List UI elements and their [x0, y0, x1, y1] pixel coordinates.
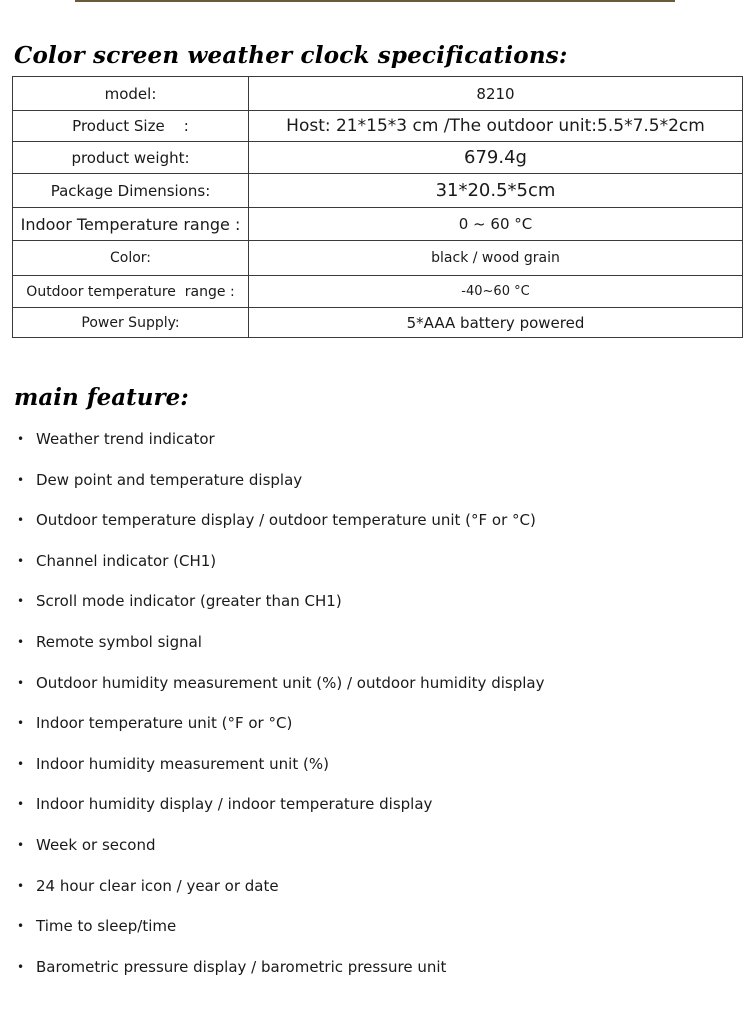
- feature-item: [0, 747, 750, 788]
- feature-text: Indoor humidity measurement unit (%): [36, 754, 329, 773]
- feature-item: [0, 666, 750, 707]
- spec-value: 5*AAA battery powered: [249, 308, 743, 338]
- spec-label: Product Size :: [13, 111, 249, 142]
- bullet-icon: •: [17, 919, 25, 934]
- bullet-icon: •: [17, 472, 25, 487]
- bullet-icon: •: [17, 959, 25, 974]
- bullet-icon: •: [17, 878, 25, 893]
- top-rule: [75, 0, 675, 2]
- spec-row: [13, 276, 743, 308]
- feature-item: [0, 544, 750, 585]
- spec-value: 679.4g: [249, 142, 743, 174]
- spec-value: black / wood grain: [249, 241, 743, 276]
- feature-text: Outdoor humidity measurement unit (%) / outdoor humidity display: [36, 673, 545, 692]
- feature-item: [0, 706, 750, 747]
- spec-value: 31*20.5*5cm: [249, 174, 743, 208]
- bullet-icon: •: [17, 675, 25, 690]
- feature-text: Remote symbol signal: [36, 632, 202, 651]
- spec-row: [13, 77, 743, 111]
- spec-row: [13, 174, 743, 208]
- bullet-icon: •: [17, 797, 25, 812]
- bullet-icon: •: [17, 432, 25, 446]
- bullet-icon: •: [17, 634, 25, 649]
- spec-value: 0 ~ 60 °C: [249, 208, 743, 241]
- feature-text: Scroll mode indicator (greater than CH1): [36, 592, 342, 611]
- feature-item: [0, 828, 750, 869]
- bullet-icon: •: [17, 837, 25, 852]
- feature-item: [0, 909, 750, 950]
- feature-item: [0, 950, 750, 991]
- feature-item: [0, 869, 750, 910]
- feature-item: [0, 503, 750, 544]
- feature-list: [0, 422, 750, 990]
- feature-item: [0, 422, 750, 463]
- spec-value: 8210: [249, 77, 743, 111]
- spec-label: Power Supply:: [13, 308, 249, 338]
- bullet-icon: •: [17, 594, 25, 609]
- feature-text: Weather trend indicator: [36, 430, 215, 448]
- spec-row: [13, 111, 743, 142]
- spec-label: Color:: [13, 241, 249, 276]
- specifications-heading: Color screen weather clock specifications:: [14, 42, 568, 69]
- feature-text: Barometric pressure display / barometric pressure unit: [36, 957, 447, 976]
- spec-row: [13, 142, 743, 174]
- specifications-table-body: [13, 77, 743, 338]
- bullet-icon: •: [17, 553, 25, 568]
- spec-label: product weight:: [13, 142, 249, 174]
- spec-value: -40~60 °C: [249, 276, 743, 308]
- feature-item: [0, 625, 750, 666]
- feature-text: 24 hour clear icon / year or date: [36, 876, 279, 895]
- specifications-table: [12, 76, 743, 338]
- feature-text: Week or second: [36, 835, 156, 854]
- feature-text: Dew point and temperature display: [36, 470, 303, 489]
- spec-label: Indoor Temperature range :: [13, 208, 249, 241]
- feature-item: [0, 787, 750, 828]
- feature-text: Channel indicator (CH1): [36, 551, 217, 570]
- spec-label: Outdoor temperature range :: [13, 276, 249, 308]
- spec-value: Host: 21*15*3 cm /The outdoor unit:5.5*7.5*2cm: [249, 111, 743, 142]
- feature-item: [0, 584, 750, 625]
- feature-text: Indoor humidity display / indoor temperature display: [36, 795, 433, 814]
- bullet-icon: •: [17, 513, 25, 528]
- feature-item: [0, 463, 750, 504]
- bullet-icon: •: [17, 756, 25, 771]
- spec-row: [13, 308, 743, 338]
- feature-text: Indoor temperature unit (°F or °C): [36, 714, 293, 733]
- spec-label: model:: [13, 77, 249, 111]
- main-feature-heading: main feature:: [14, 384, 189, 411]
- spec-row: [13, 241, 743, 276]
- spec-row: [13, 208, 743, 241]
- bullet-icon: •: [17, 716, 25, 731]
- feature-text: Outdoor temperature display / outdoor temperature unit (°F or °C): [36, 511, 536, 530]
- spec-label: Package Dimensions:: [13, 174, 249, 208]
- feature-text: Time to sleep/time: [36, 917, 177, 936]
